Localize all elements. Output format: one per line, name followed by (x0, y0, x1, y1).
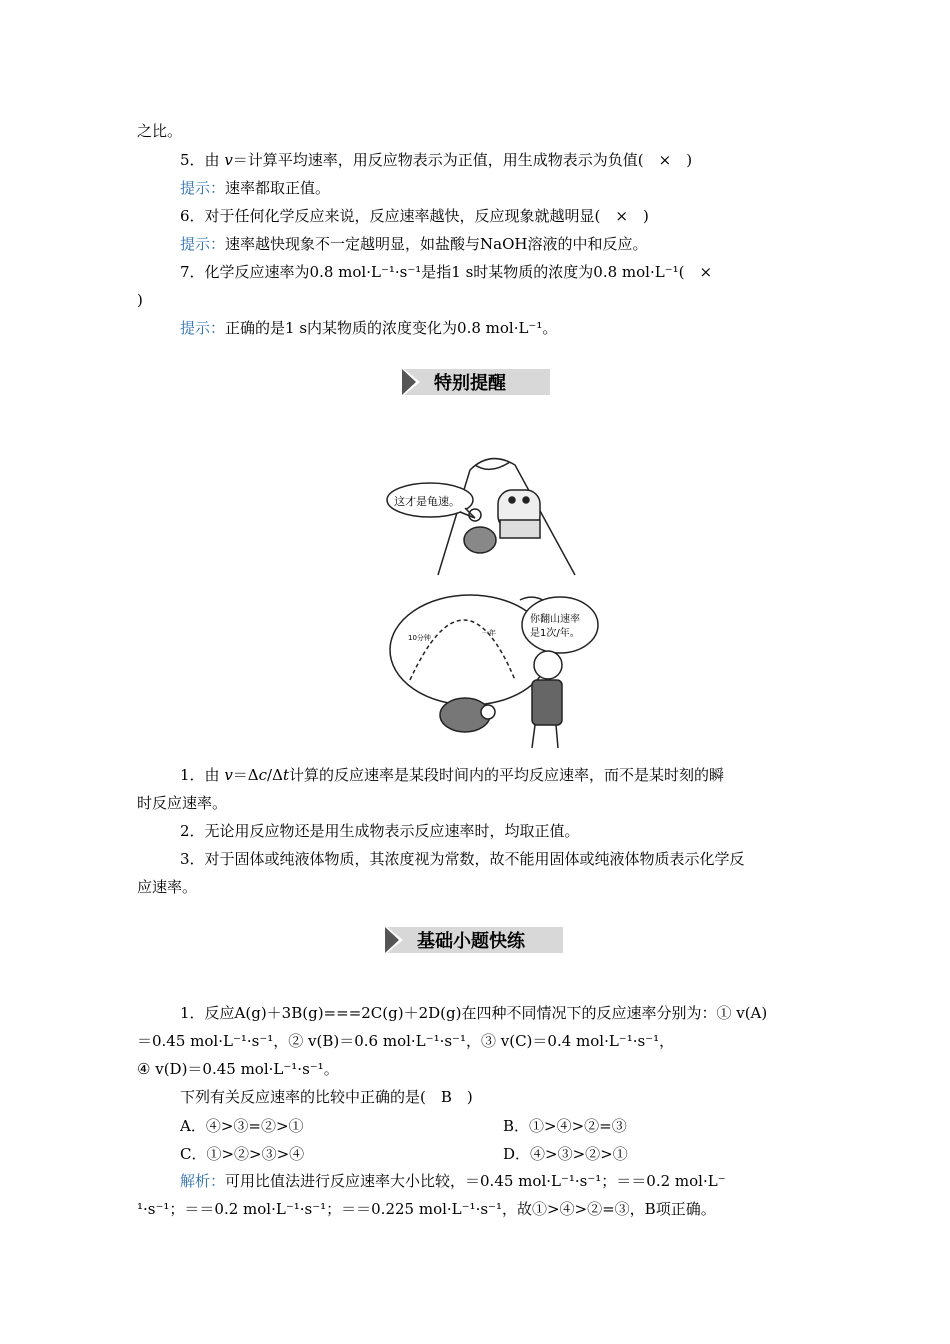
analysis: 解析：可用比值法进行反应速率大小比较，＝0.45 mol·L⁻¹·s⁻¹；＝＝0.2 mol·L⁻ (180, 1172, 726, 1190)
option-d: D．④>③>②>① (503, 1145, 628, 1163)
analysis-cont: ¹·s⁻¹；＝＝0.2 mol·L⁻¹·s⁻¹；＝＝0.225 mol·L⁻¹·s⁻¹，故①>④>②=③，B项正确。 (137, 1200, 716, 1218)
cartoon-illustration (380, 450, 600, 750)
note-3: 3．对于固体或纯液体物质，其浓度视为常数，故不能用固体或纯液体物质表示化学反 (180, 850, 745, 868)
hint-7: 提示：正确的是1 s内某物质的浓度变化为0.8 mol·L⁻¹。 (180, 319, 558, 337)
text-line: 之比。 (137, 122, 183, 140)
statement-7: 7．化学反应速率为0.8 mol·L⁻¹·s⁻¹是指1 s时某物质的浓度为0.8 mol·L⁻¹( × (180, 263, 713, 281)
note-1-cont: 时反应速率。 (137, 794, 228, 812)
hint-6: 提示：速率越快现象不一定越明显，如盐酸与NaOH溶液的中和反应。 (180, 235, 648, 253)
note-1: 1．由 v＝Δc/Δt计算的反应速率是某段时间内的平均反应速率，而不是某时刻的瞬 (180, 766, 724, 784)
section-banner-reminder: 特别提醒 (404, 369, 550, 395)
bubble-text-rate-2: 是1次/年。 (530, 628, 580, 639)
question-stem: 下列有关反应速率的比较中正确的是( B ) (180, 1088, 473, 1106)
question-1-cont: ④ v(D)＝0.45 mol·L⁻¹·s⁻¹。 (137, 1060, 339, 1078)
label-one-year: 一年 (482, 629, 496, 637)
option-a: A．④>③=②>① (180, 1117, 304, 1135)
note-2: 2．无论用反应物还是用生成物表示反应速率时，均取正值。 (180, 822, 580, 840)
question-1: 1．反应A(g)＋3B(g)===2C(g)＋2D(g)在四种不同情况下的反应速率分别为：① v(A) (180, 1004, 768, 1022)
statement-5: 5．由 v＝计算平均速率，用反应物表示为正值，用生成物表示为负值( × ) (180, 151, 693, 169)
note-3-cont: 应速率。 (137, 878, 198, 896)
option-c: C．①>②>③>④ (180, 1145, 305, 1163)
chevron-icon (385, 927, 399, 953)
hint-5: 提示：速率都取正值。 (180, 179, 331, 197)
chevron-icon (402, 369, 416, 395)
statement-6: 6．对于任何化学反应来说，反应速率越快，反应现象就越明显( × ) (180, 207, 649, 225)
question-1-cont: ＝0.45 mol·L⁻¹·s⁻¹，② v(B)＝0.6 mol·L⁻¹·s⁻¹，③ v(C)＝0.4 mol·L⁻¹·s⁻¹， (137, 1032, 675, 1050)
bubble-text-rate-1: 你翻山速率 (530, 614, 580, 625)
option-b: B．①>④>②=③ (503, 1117, 627, 1135)
section-banner-practice: 基础小题快练 (387, 927, 563, 953)
label-ten-minutes: 10分钟 (408, 634, 431, 642)
bubble-text-turtle-speed: 这才是龟速。 (394, 495, 460, 508)
statement-7-cont: ) (137, 291, 143, 309)
